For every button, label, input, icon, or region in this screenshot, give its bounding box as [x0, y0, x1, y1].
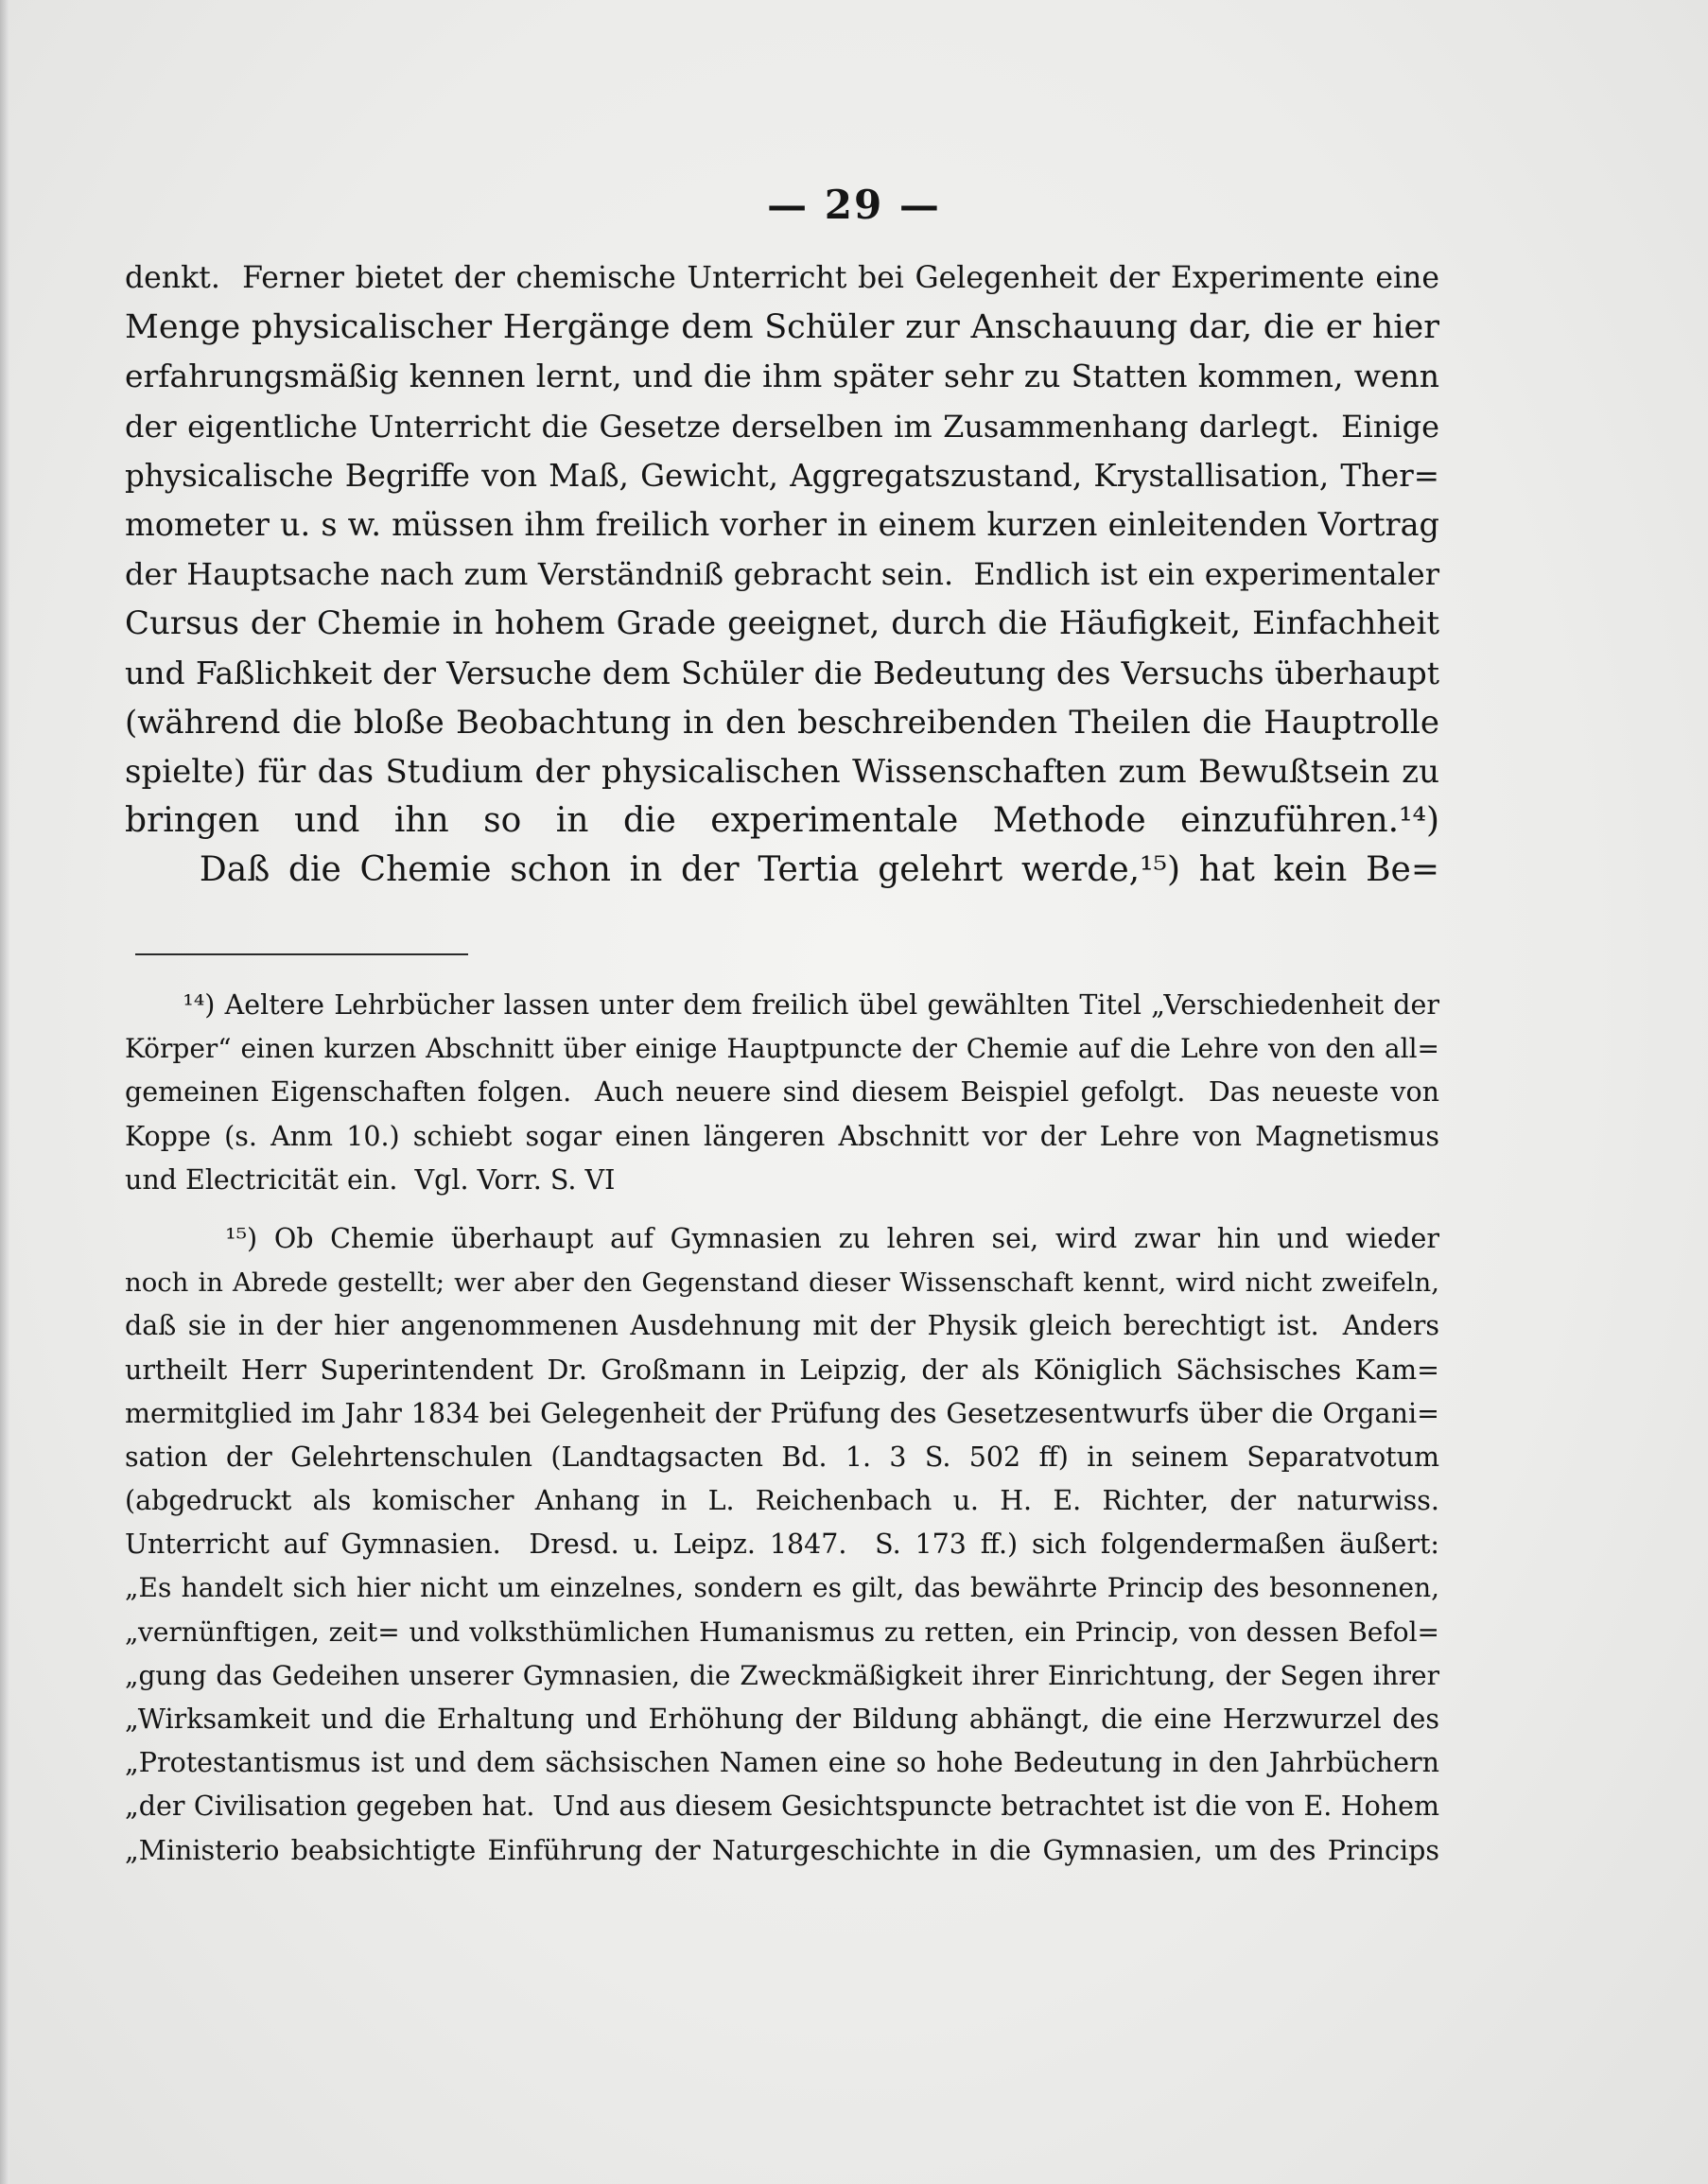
footnote-line: „Wirksamkeit und die Erhaltung und Erhöhung der Bildung abhängt, die eine Herzwurzel des — [125, 1704, 1439, 1735]
footnote-line: Unterricht auf Gymnasien. Dresd. u. Leipz. 1847. S. 173 ff.) sich folgendermaßen äußert: — [125, 1529, 1439, 1561]
footnote-line: „Ministerio beabsichtigte Einführung der Naturgeschichte in die Gymnasien, um des Princips — [125, 1834, 1439, 1866]
footnote-line: „Protestantismus ist und dem sächsischen Namen eine so hohe Bedeutung in den Jahrbüchern — [125, 1747, 1439, 1779]
footnote-gap — [125, 1202, 1439, 1217]
footnote-line: mermitglied im Jahr 1834 bei Gelegenheit der Prüfung des Gesetzesentwurfs über die Organi= — [125, 1397, 1439, 1429]
text-line: Menge physicalischer Hergänge dem Schüler zur Anschauung dar, die er hier — [125, 308, 1439, 347]
footnote-14 — [125, 984, 1439, 1202]
footnote-line: sation der Gelehrtenschulen (Landtagsacten Bd. 1. 3 S. 502 ff) in seinem Separatvotum — [125, 1441, 1439, 1473]
text-line: Daß die Chemie schon in der Tertia gelehrt werde,¹⁵) hat kein Be= — [125, 850, 1439, 890]
text-line: denkt. Ferner bietet der chemische Unterricht bei Gelegenheit der Experimente eine — [125, 261, 1439, 295]
text-line: spielte) für das Studium der physicalischen Wissenschaften zum Bewußtsein zu — [125, 752, 1439, 791]
footnote-15 — [125, 1217, 1439, 1873]
footnotes-block — [125, 984, 1439, 1873]
text-line: physicalische Begriffe von Maß, Gewicht, Aggregatszustand, Krystallisation, Ther= — [125, 457, 1439, 494]
footnote-line: daß sie in der hier angenommenen Ausdehnung mit der Physik gleich berechtigt ist. Anders — [125, 1310, 1439, 1342]
text-line: mometer u. s w. müssen ihm freilich vorher in einem kurzen einleitenden Vortrag — [125, 505, 1439, 543]
footnote-line: „Es handelt sich hier nicht um einzelnes, sondern es gilt, das bewährte Princip des besonnenen, — [125, 1572, 1439, 1604]
text-line: bringen und ihn so in die experimentale Methode einzuführen.¹⁴) — [125, 801, 1439, 841]
footnote-separator-rule — [135, 953, 468, 955]
footnote-line: (abgedruckt als komischer Anhang in L. Reichenbach u. H. E. Richter, der naturwiss. — [125, 1485, 1439, 1517]
page-edge-shadow — [0, 0, 9, 2184]
footnote-line: Koppe (s. Anm 10.) schiebt sogar einen längeren Abschnitt vor der Lehre von Magnetismus — [125, 1120, 1439, 1152]
text-line: Cursus der Chemie in hohem Grade geeignet, durch die Häufigkeit, Einfachheit — [125, 604, 1439, 643]
footnote-line: ¹⁵) Ob Chemie überhaupt auf Gymnasien zu lehren sei, wird zwar hin und wieder — [125, 1222, 1439, 1254]
footnote-line: „der Civilisation gegeben hat. Und aus diesem Gesichtspuncte betrachtet ist die von E. Hohem — [125, 1791, 1439, 1823]
text-line: der Hauptsache nach zum Verständniß gebracht sein. Endlich ist ein experimentaler — [125, 556, 1439, 593]
footnote-line: noch in Abrede gestellt; wer aber den Gegenstand dieser Wissenschaft kennt, wird nicht zweifeln, — [125, 1267, 1439, 1299]
footnote-line: ¹⁴) Aeltere Lehrbücher lassen unter dem freilich übel gewählten Titel „Verschiedenheit der — [125, 989, 1439, 1021]
footnote-line: urtheilt Herr Superintendent Dr. Großmann in Leipzig, der als Königlich Sächsisches Kam= — [125, 1354, 1439, 1386]
footnote-line: gemeinen Eigenschaften folgen. Auch neuere sind diesem Beispiel gefolgt. Das neueste von — [125, 1076, 1439, 1109]
page-number: — 29 — — [767, 182, 941, 228]
footnote-line: Körper“ einen kurzen Abschnitt über einige Hauptpuncte der Chemie auf die Lehre von den all= — [125, 1033, 1439, 1065]
main-text-block — [125, 253, 1439, 895]
footnote-line: „gung das Gedeihen unserer Gymnasien, die Zweckmäßigkeit ihrer Einrichtung, der Segen ihrer — [125, 1659, 1439, 1691]
text-line: (während die bloße Beobachtung in den beschreibenden Theilen die Hauptrolle — [125, 703, 1439, 742]
text-line: erfahrungsmäßig kennen lernt, und die ihm später sehr zu Statten kommen, wenn — [125, 358, 1439, 395]
footnote-line: „vernünftigen, zeit= und volksthümlichen Humanismus zu retten, ein Princip, von dessen Befol= — [125, 1616, 1439, 1648]
footnote-line: und Electricität ein. Vgl. Vorr. S. VI — [125, 1163, 616, 1196]
text-line: und Faßlichkeit der Versuche dem Schüler die Bedeutung des Versuchs überhaupt — [125, 654, 1439, 691]
text-line: der eigentliche Unterricht die Gesetze derselben im Zusammenhang darlegt. Einige — [125, 408, 1439, 445]
